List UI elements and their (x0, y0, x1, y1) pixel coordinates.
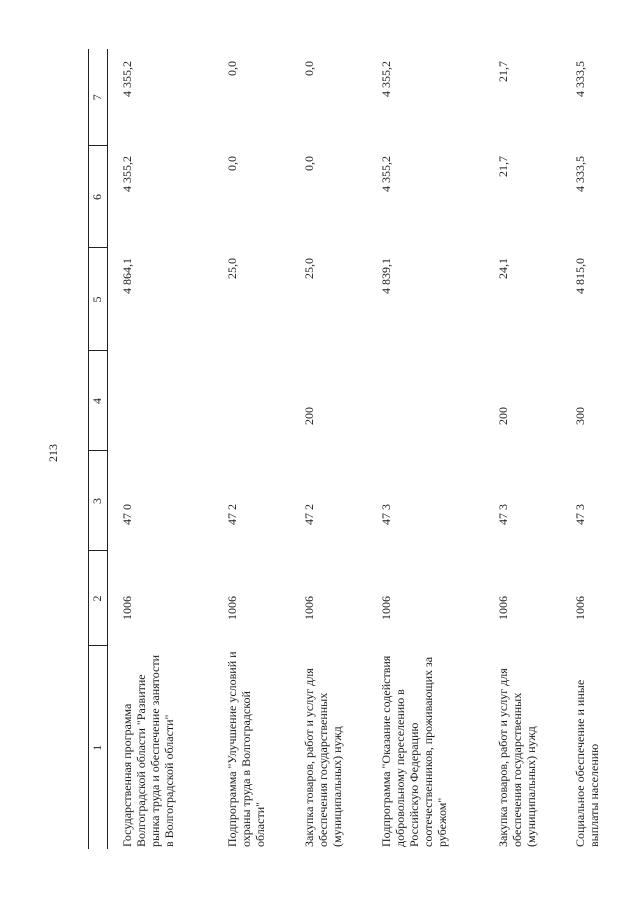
row-value-7: 4 355,2 (120, 61, 134, 97)
row-expense-kind (213, 351, 290, 451)
row-value-6: 0,0 (224, 156, 239, 171)
rotated-table-container (88, 49, 601, 849)
row-section-code: 1006 (120, 596, 134, 620)
header-col-5: 5 (89, 248, 108, 351)
table-row (290, 49, 367, 849)
row-target-code: 47 2 (224, 504, 239, 525)
row-name: Подпрограмма "Оказание содействия добровольному переселению в Российскую Федерацию соотечественников, проживающих за рубежом" (378, 655, 449, 847)
page-number: 213 (46, 444, 60, 462)
header-col-7: 7 (89, 49, 108, 146)
table-row (108, 49, 213, 849)
row-name: Государственная программа Волгоградской области "Развитие рынка труда и обеспечение занятости в Волгоградской области" (120, 654, 176, 847)
header-col-3: 3 (89, 451, 108, 551)
row-section-code: 1006 (572, 596, 587, 620)
row-value-5: 4 815,0 (572, 258, 587, 294)
row-section-code: 1006 (378, 596, 393, 620)
row-value-5: 24,1 (495, 258, 510, 279)
row-expense-kind: 300 (572, 407, 587, 425)
budget-table (88, 49, 621, 849)
table-row (367, 49, 484, 849)
row-expense-kind (367, 351, 484, 451)
row-section-code: 1006 (495, 596, 510, 620)
row-section-code: 1006 (224, 596, 239, 620)
row-target-code: 47 0 (120, 504, 134, 525)
table-body (108, 49, 621, 849)
row-expense-kind: 200 (495, 407, 510, 425)
row-name: Социальное обеспечение и иные выплаты населению (572, 679, 601, 847)
row-value-5: 4 839,1 (378, 258, 393, 294)
row-name: Закупка товаров, работ и услуг для обеспечения государственных (муниципальных) нужд (495, 668, 538, 847)
header-col-2: 2 (89, 551, 108, 646)
row-value-7: 0,0 (224, 61, 239, 76)
header-col-6: 6 (89, 146, 108, 248)
row-value-7: 4 333,5 (572, 61, 587, 97)
header-col-4: 4 (89, 351, 108, 451)
row-value-6: 4 355,2 (378, 156, 393, 192)
row-expense-kind (108, 351, 213, 451)
row-value-7: 21,7 (495, 61, 510, 82)
row-target-code: 47 3 (378, 504, 393, 525)
row-value-5: 25,0 (224, 258, 239, 279)
row-expense-kind: 200 (301, 407, 316, 425)
table-header (89, 49, 108, 849)
row-value-7: 4 355,2 (378, 61, 393, 97)
row-value-6: 4 355,2 (120, 156, 134, 192)
header-col-1: 1 (89, 646, 108, 849)
table-row (561, 49, 621, 849)
row-value-6: 0,0 (301, 156, 316, 171)
row-target-code: 47 2 (301, 504, 316, 525)
row-value-7: 0,0 (301, 61, 316, 76)
table-row (484, 49, 561, 849)
table-row (213, 49, 290, 849)
row-value-5: 25,0 (301, 258, 316, 279)
row-value-6: 4 333,5 (572, 156, 587, 192)
row-target-code: 47 3 (572, 504, 587, 525)
row-name: Закупка товаров, работ и услуг для обеспечения государственных (муниципальных) нужд (301, 668, 344, 847)
row-target-code: 47 3 (495, 504, 510, 525)
row-name: Подпрограмма "Улучшение условий и охраны труда в Волгоградской области" (224, 651, 267, 847)
header-row (89, 49, 108, 849)
row-section-code: 1006 (301, 596, 316, 620)
row-value-6: 21,7 (495, 156, 510, 177)
row-value-5: 4 864,1 (120, 258, 134, 294)
